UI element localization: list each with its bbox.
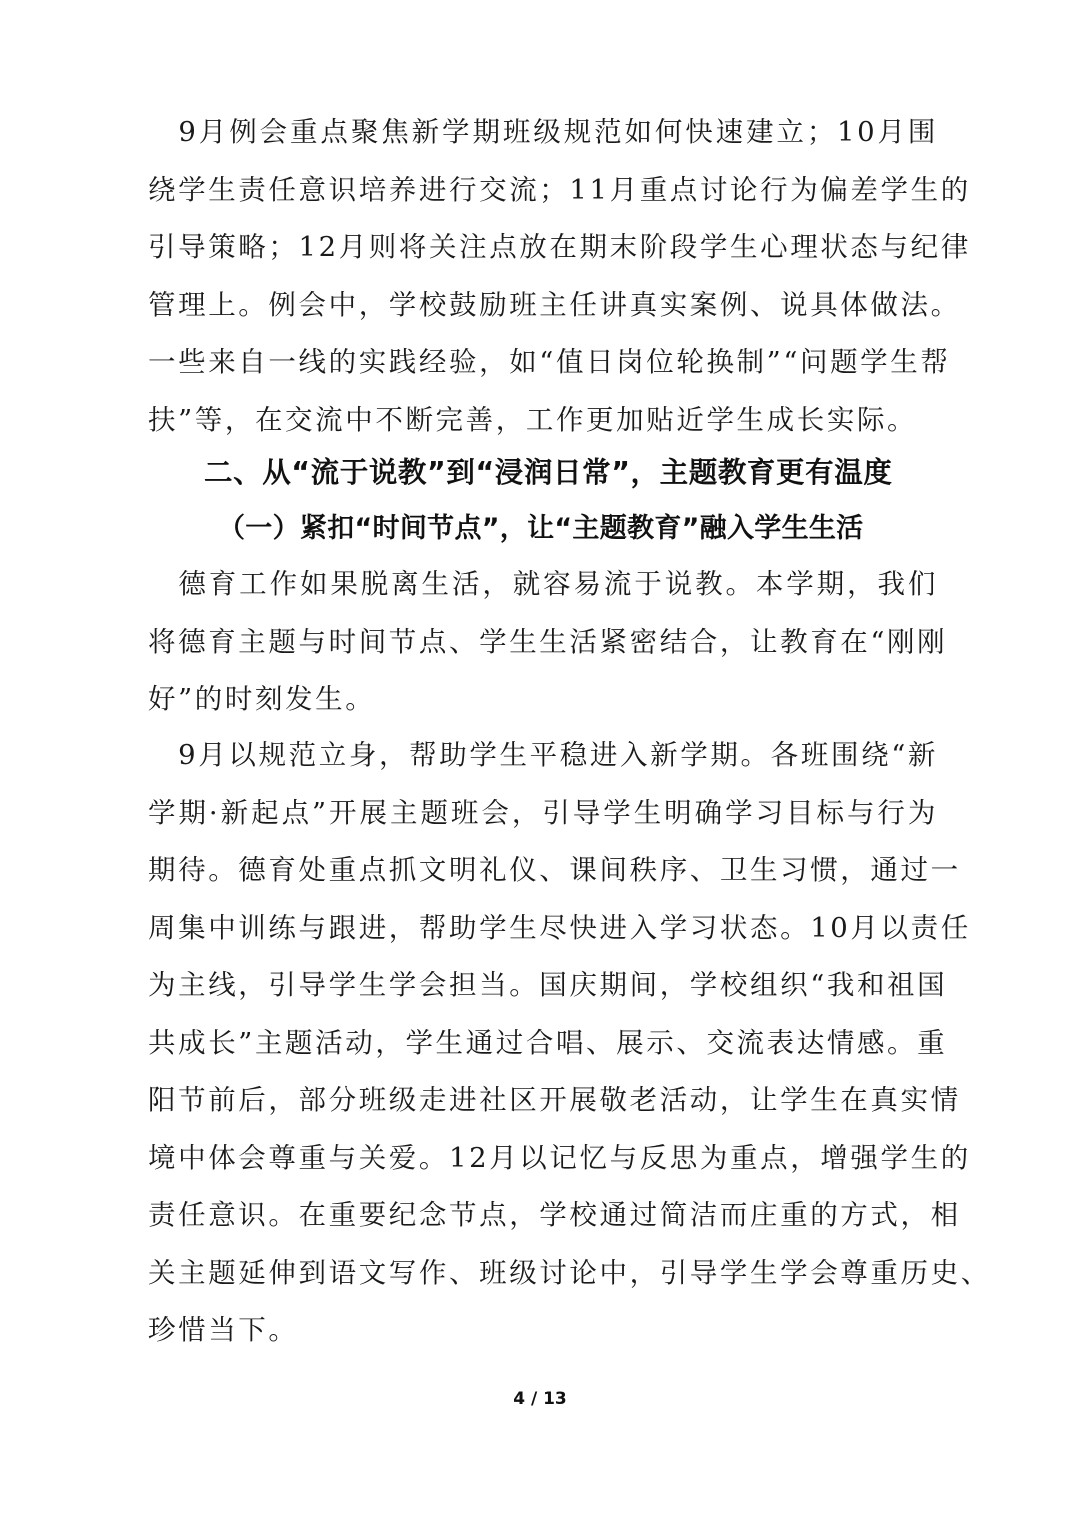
text-line: 周集中训练与跟进，帮助学生尽快进入学习状态。10月以责任 [148, 911, 971, 944]
paragraph-monthly-meetings [148, 104, 971, 449]
section-heading: 二、从“流于说教”到“浸润日常”，主题教育更有温度 [204, 456, 893, 489]
text-line: 将德育主题与时间节点、学生生活紧密结合，让教育在“刚刚 [148, 625, 948, 658]
text-line: 关主题延伸到语文写作、班级讨论中，引导学生学会尊重历史、 [148, 1256, 991, 1289]
text-line: 责任意识。在重要纪念节点，学校通过简洁而庄重的方式，相 [148, 1199, 961, 1231]
text-line: 引导策略；12月则将关注点放在期末阶段学生心理状态与纪律 [148, 231, 971, 263]
page-number: 4 / 13 [513, 1389, 567, 1409]
paragraph-monthly-themes [148, 727, 991, 1360]
text-line: 阳节前后，部分班级走进社区开展敬老活动，让学生在真实情 [148, 1084, 961, 1116]
text-line: 好”的时刻发生。 [148, 683, 376, 715]
paragraph-moral-education-intro [148, 556, 948, 729]
text-line: 期待。德育处重点抓文明礼仪、课间秩序、卫生习惯，通过一 [148, 854, 961, 886]
text-line: 德育工作如果脱离生活，就容易流于说教。本学期，我们 [148, 568, 938, 600]
text-line: 学期·新起点”开展主题班会，引导学生明确学习目标与行为 [148, 796, 938, 829]
text-line: 共成长”主题活动，学生通过合唱、展示、交流表达情感。重 [148, 1026, 948, 1059]
text-line: 境中体会尊重与关爱。12月以记忆与反思为重点，增强学生的 [148, 1141, 971, 1174]
text-line: 9月以规范立身，帮助学生平稳进入新学期。各班围绕“新 [148, 739, 938, 771]
subsection-heading: （一）紧扣“时间节点”，让“主题教育”融入学生生活 [218, 513, 864, 544]
text-line: 绕学生责任意识培养进行交流；11月重点讨论行为偏差学生的 [148, 173, 971, 206]
text-line: 珍惜当下。 [148, 1314, 299, 1346]
text-line: 扶”等，在交流中不断完善，工作更加贴近学生成长实际。 [148, 403, 918, 436]
text-line: 9月例会重点聚焦新学期班级规范如何快速建立；10月围 [148, 116, 938, 148]
text-line: 管理上。例会中，学校鼓励班主任讲真实案例、说具体做法。 [148, 288, 961, 321]
text-line: 为主线，引导学生学会担当。国庆期间，学校组织“我和祖国 [148, 969, 948, 1001]
text-line: 一些来自一线的实践经验，如“值日岗位轮换制”“问题学生帮 [148, 346, 951, 378]
